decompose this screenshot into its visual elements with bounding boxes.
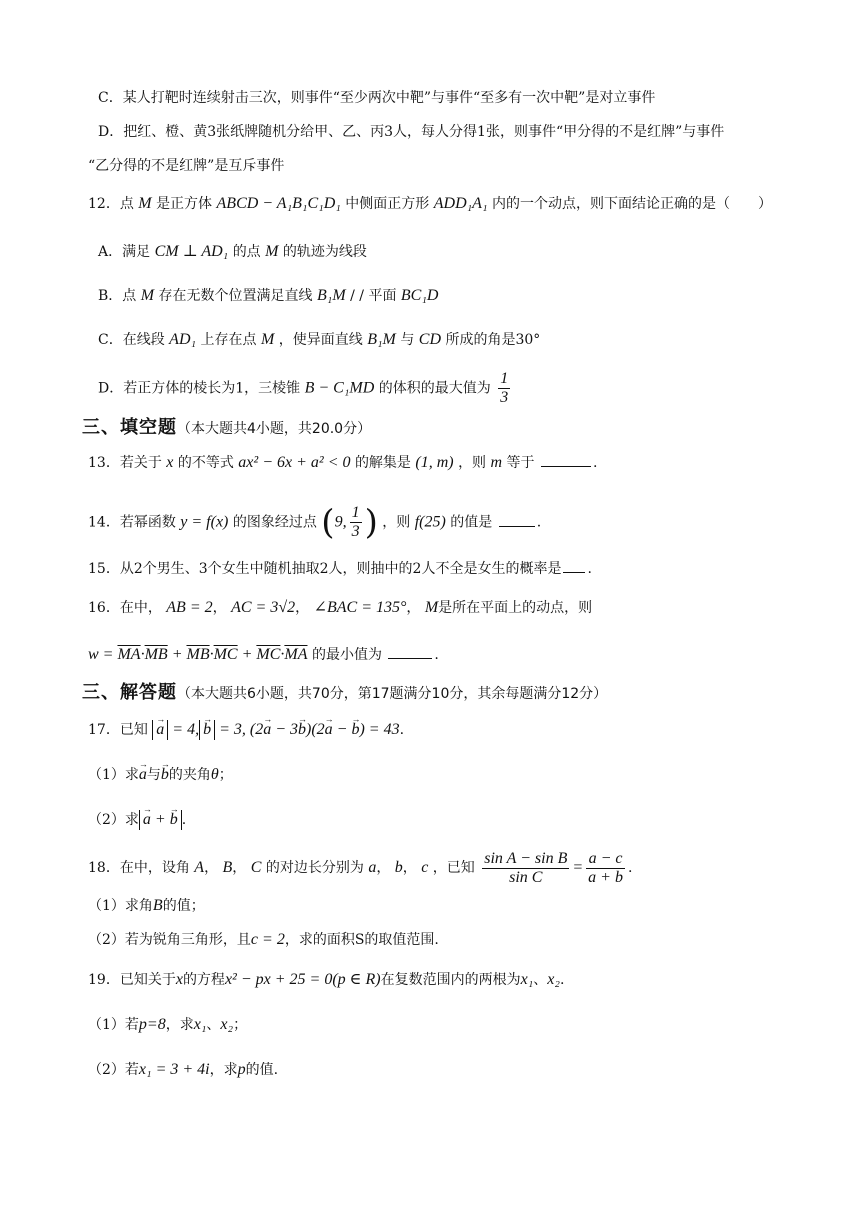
q15: 15．从2个男生、3个女生中随机抽取2人，则抽中的2人不全是女生的概率是 . [88, 558, 592, 579]
q17: 17．已知 → a = 4, → b = 3, (2→ a − 3→ b)(2→ a − → b) = 43. [88, 720, 404, 740]
point-fraction: $\frac{1}{3}$ [351, 504, 360, 540]
right-paren: ) [364, 502, 378, 543]
section-fill-blank-heading: 三、填空题（本大题共4小题，共20.0分） [82, 417, 372, 438]
answer-blank[interactable] [541, 452, 591, 467]
q13: 13．若关于 x 的不等式 ax² − 6x + a² < 0 的解集是 (1, m) ，则 m 等于 . [88, 454, 598, 471]
q18-part1: （1）求角B的值； [88, 897, 205, 914]
q14: 14．若幂函数 y = f(x) 的图象经过点 (9, $\frac{1}{3}$ ) ，则 f(25) 的值是 . [88, 502, 542, 543]
abs-a-plus-b: → a + → b [139, 810, 182, 830]
q12-option-c: C．在线段 AD₁ 上存在点 M ，使异面直线 B₁M 与 CD 所成的角是30° [98, 331, 541, 348]
q17-part1: （1）求→ a与→ b的夹角θ； [88, 765, 233, 785]
q12-option-d: D．若正方体的棱长为1，三棱锥 B − C₁MD 的体积的最大值为 $\frac{1}{3}$ [98, 370, 509, 406]
side-ratio-fraction: $\frac{a - c}{a + b}$ [588, 849, 623, 886]
q17-part2: （2）求 → a + → b . [88, 810, 186, 830]
q16-line1: 16．在中， AB = 2， AC = 3√2， ∠BAC = 135°， M是所在平面上的动点，则 [88, 599, 593, 616]
abs-a: → a [152, 720, 168, 740]
section-solutions-heading: 三、解答题（本大题共6小题，共70分，第17题满分10分，其余每题满分12分） [82, 682, 608, 703]
q11-option-d-cont: “乙分得的不是红牌”是互斥事件 [88, 158, 285, 174]
q11-option-d: D．把红、橙、黄3张纸牌随机分给甲、乙、丙3人，每人分得1张，则事件“甲分得的不是红牌”与事件 [98, 124, 725, 140]
q18: 18．在中，设角 A， B， C 的对边长分别为 a， b， c ，已知 $\frac{\text{sin A − sin B}}{\text{sin C}}$ = $\frac{a - c}{a + b}$ . [88, 849, 633, 886]
answer-blank[interactable] [563, 558, 585, 573]
volume-fraction: $\frac{1}{3}$ [500, 370, 509, 406]
q19-part1: （1）若p=8，求x₁、x₂； [88, 1016, 248, 1033]
q12-option-a: A．满足 CM ⊥ AD₁ 的点 M 的轨迹为线段 [98, 243, 367, 260]
left-paren: ( [321, 502, 335, 543]
q19: 19．已知关于x的方程x² − px + 25 = 0(p ∈ R)在复数范围内的两根为x₁、x₂. [88, 971, 565, 988]
answer-blank[interactable] [499, 512, 535, 527]
q19-part2: （2）若x₁ = 3 + 4i，求p的值. [88, 1061, 279, 1078]
q18-part2: （2）若为锐角三角形，且c = 2，求的面积S的取值范围. [88, 931, 439, 948]
answer-blank[interactable] [388, 644, 432, 659]
q11-option-c: C．某人打靶时连续射击三次，则事件“至少两次中靶”与事件“至多有一次中靶”是对立事件 [98, 90, 656, 106]
abs-b: → b [199, 720, 215, 740]
q12-option-b: B．点 M 存在无数个位置满足直线 B₁M / / 平面 BC₁D [98, 287, 439, 304]
q12-stem: 12．点 M 是正方体 ABCD − A₁B₁C₁D₁ 中侧面正方形 ADD₁A₁ 内的一个动点，则下面结论正确的是（ ） [88, 195, 772, 212]
q16-line2: $w = \overline{MA}\cdot\overline{MB} + \overline{MB}\cdot\overline{MC} + \overline{MC}\cdot\overline{MA}$ 的最小值为 . [88, 646, 439, 663]
sine-ratio-fraction: $\frac{\text{sin A − sin B}}{\text{sin C}}$ [484, 849, 568, 886]
